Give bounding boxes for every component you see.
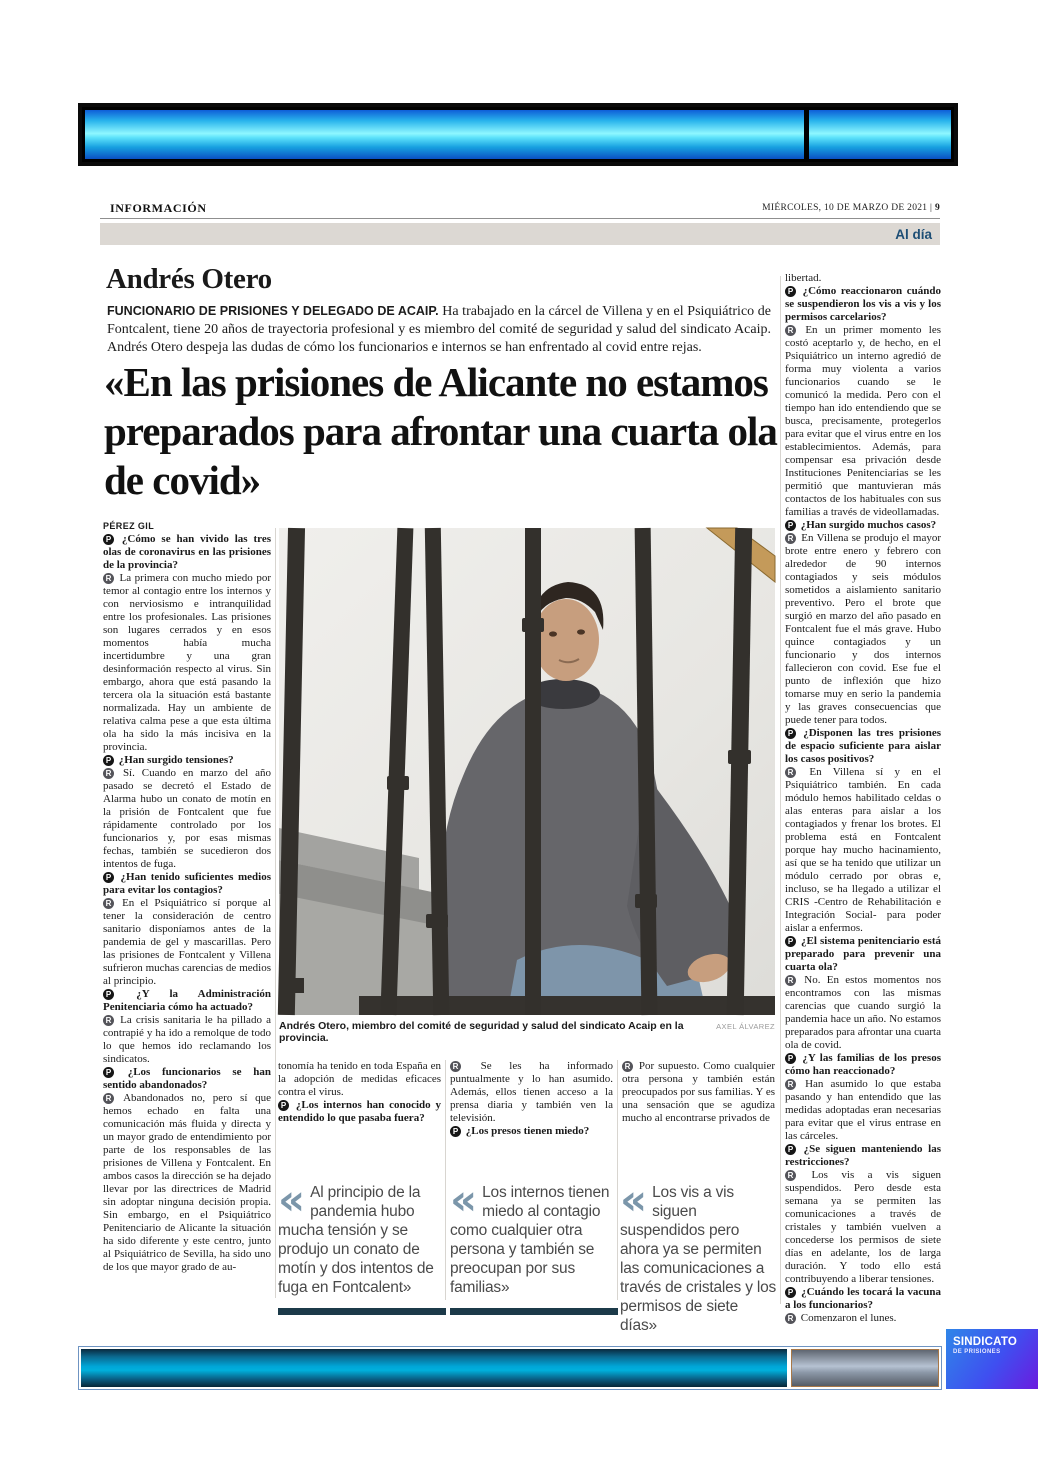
quote-marks-icon: «	[278, 1175, 306, 1224]
question-paragraph: P ¿Han tenido suficientes medios para evitar los contagios?	[103, 871, 271, 896]
article-lede	[107, 303, 771, 357]
answer-icon: R	[785, 767, 796, 778]
question-paragraph: P ¿Los funcionarios se han sentido abandonados?	[103, 1066, 271, 1091]
header-rule	[100, 218, 940, 219]
answer-icon: R	[622, 1061, 633, 1072]
question-paragraph: P ¿Se siguen manteniendo las restricciones?	[785, 1143, 941, 1168]
pull-quote-3	[620, 1175, 778, 1353]
question-paragraph: P ¿El sistema penitenciario está preparado para prevenir una cuarta ola?	[785, 935, 941, 973]
photo-caption: Andrés Otero, miembro del comité de seguridad y salud del sindicato Acaip en la provincia.	[279, 1020, 684, 1044]
pull-quote-rule	[278, 1308, 446, 1315]
question-icon: P	[785, 286, 796, 297]
answer-paragraph: R Abandonados no, pero sí que hemos echado en falta una comunicación más fluida y directa y un mayor grado de entendimiento por parte de los responsables de las prisiones de Villena y Fontcalent. En ambos casos la dirección se ha dejado llevar por las directrices de Madrid sin adoptar ninguna decisión propia. Sin embargo, en el Psiquiátrico Penitenciario de Alicante la situación ha sido diferente y este centro, junto al Psiquiátrico de Sevilla, ha sido uno de los que mayor grado de au-	[103, 1092, 271, 1273]
date-text: MIÉRCOLES, 10 DE MARZO DE 2021	[762, 203, 928, 213]
photo-illustration	[279, 528, 775, 1015]
newspaper-brand: INFORMACIÓN	[110, 201, 207, 215]
answer-icon: R	[450, 1061, 461, 1072]
text-column-3	[450, 1060, 613, 1180]
question-paragraph: P ¿Han surgido muchos casos?	[785, 519, 941, 532]
answer-icon: R	[785, 533, 796, 544]
text-column-2	[278, 1060, 441, 1180]
interviewee-name-title: Andrés Otero	[106, 263, 272, 295]
logo-line-1: SINDICATO	[953, 1336, 1017, 1348]
answer-paragraph: R No. En estos momentos nos encontramos con las mismas carencias que cuando surgió la pandemia hace un año. No estamos preparados para afrontar una cuarta ola de covid.	[785, 974, 941, 1051]
answer-paragraph: R Los vis a vis siguen suspendidos. Pero desde esta semana ya se permiten las comunicaciones a través de cristales y también vuelven a concederse los permisos de siete días en adelante, los de larga duración. Y todo ello está contribuyendo a liberar tensiones.	[785, 1169, 941, 1285]
question-paragraph: P ¿Los internos han conocido y entendido lo que pasaba fuera?	[278, 1099, 441, 1124]
question-icon: P	[103, 989, 114, 1000]
pull-quote-2	[450, 1175, 618, 1315]
question-paragraph: P ¿Los presos tienen miedo?	[450, 1125, 613, 1138]
top-ad-banner	[78, 103, 958, 166]
text-column-1	[103, 521, 271, 1301]
article-photo	[279, 528, 775, 1015]
question-icon: P	[103, 1067, 114, 1078]
article-headline: «En las prisiones de Alicante no estamos preparados para afrontar una cuarta ola de covid»	[104, 359, 777, 503]
top-ad-banner-main	[85, 110, 804, 159]
question-paragraph: P ¿Disponen las tres prisiones de espacio suficiente para aislar los casos positivos?	[785, 727, 941, 765]
answer-icon: R	[785, 325, 796, 336]
answer-icon: R	[785, 1313, 796, 1324]
body-paragraph: libertad.	[785, 272, 822, 284]
answer-paragraph: R La crisis sanitaria le ha pillado a contrapié y ha ido a remolque de todo lo que hemos ido reclamando los sindicatos.	[103, 1014, 271, 1065]
answer-icon: R	[785, 1079, 796, 1090]
pull-quote-text: Los internos tienen miedo al contagio como cualquier otra persona y también se preocupan por sus familias»	[450, 1184, 610, 1296]
answer-paragraph: R Comenzaron el lunes.	[785, 1312, 941, 1325]
logo-line-2: DE PRISIONES	[953, 1349, 1001, 1355]
question-icon: P	[278, 1100, 289, 1111]
answer-paragraph: R Por supuesto. Como cualquier otra persona y también están preocupados por sus familias. Y es una sensación que se agudiza mucho al encontrarse privados de	[622, 1060, 775, 1124]
answer-icon: R	[103, 1093, 114, 1104]
question-paragraph: P ¿Cómo reaccionaron cuándo se suspendieron los vis a vis y los permisos carcelarios?	[785, 285, 941, 323]
dateline	[762, 203, 940, 213]
answer-paragraph: R Se les ha informado puntualmente y lo han asumido. Además, ellos tienen acceso a la prensa diaria y también ven la televisión.	[450, 1060, 613, 1124]
bottom-ad-banner	[78, 1346, 942, 1390]
answer-paragraph: R En el Psiquiátrico sí porque al tener la consideración de centro sanitario disponíamos antes de la pandemia de gel y mascarillas. Pero las prisiones de Fontcalent y Villena sufrieron muchas carencias de medios al principio.	[103, 897, 271, 987]
question-icon: P	[450, 1126, 461, 1137]
answer-icon: R	[785, 1170, 796, 1181]
text-column-5	[785, 272, 941, 1324]
question-icon: P	[785, 1053, 796, 1064]
top-ad-banner-right	[809, 110, 951, 159]
question-icon: P	[103, 755, 114, 766]
answer-icon: R	[103, 1015, 114, 1026]
question-icon: P	[785, 520, 796, 531]
answer-paragraph: R La primera con mucho miedo por temor al contagio entre los internos y con nerviosismo e intranquilidad entre los profesionales. Las prisiones son lugares cerrados y en esos momentos había mucha incertidumbre y una gran desinformación respecto al virus. Sin embargo, ahora que está pasando la tercera ola la situación está bastante normalizada. Hay un ambiente de relativa calma pese a que esta última ola ha sido la más incisiva en la provincia.	[103, 572, 271, 753]
page-number: 9	[934, 203, 940, 213]
question-paragraph: P ¿Y la Administración Penitenciaria cómo ha actuado?	[103, 988, 271, 1013]
text-column-4	[622, 1060, 775, 1180]
answer-icon: R	[103, 898, 114, 909]
question-paragraph: P ¿Cuándo les tocará la vacuna a los funcionarios?	[785, 1286, 941, 1311]
quote-marks-icon: «	[450, 1175, 478, 1224]
section-label: Al día	[895, 226, 932, 242]
bottom-ad-banner-right	[791, 1349, 939, 1387]
question-paragraph: P ¿Han surgido tensiones?	[103, 754, 271, 767]
pull-quote-text: Al principio de la pandemia hubo mucha tensión y se produjo un conato de motín y dos intentos de fuga en Fontcalent»	[278, 1184, 434, 1296]
photo-credit: AXEL ÁLVAREZ	[716, 1022, 775, 1031]
pull-quote-1	[278, 1175, 446, 1315]
bottom-ad-banner-main	[81, 1349, 787, 1387]
answer-paragraph: R En Villena se produjo el mayor brote entre enero y febrero con alrededor de 90 internos contagiados y seis módulos sometidos a aislamiento sanitario preventivo. Pero el brote que surgió en marzo del año pasado en Fontcalent fue el más grave. Hubo quince contagiados y un funcionario y dos internos fallecieron con covid. Ese fue el punto de inflexión que hizo tomarse muy en serio la pandemia y las graves consecuencias que puede tener para todos.	[785, 532, 941, 726]
pull-quote-rule	[450, 1308, 618, 1315]
column-divider	[780, 276, 781, 1304]
question-icon: P	[785, 1287, 796, 1298]
question-paragraph: P ¿Cómo se han vivido las tres olas de coronavirus en las prisiones de la provincia?	[103, 533, 271, 571]
question-icon: P	[785, 1144, 796, 1155]
question-icon: P	[103, 534, 114, 545]
answer-icon: R	[785, 975, 796, 986]
column-divider	[275, 528, 276, 1298]
section-bar	[100, 223, 940, 245]
question-paragraph: P ¿Y las familias de los presos cómo han reaccionado?	[785, 1052, 941, 1077]
date-separator: |	[930, 203, 933, 213]
question-icon: P	[785, 936, 796, 947]
answer-paragraph: R En Villena sí y en el Psiquiátrico también. En cada módulo hemos habilitado celdas o alas enteras para aislar a los contagiados y frenar los brotes. El problema está en Fontcalent porque hay mucho hacinamiento, así que se ha tenido que utilizar un módulo cerrado por obras e, incluso, se ha llegado a utilizar el CRIS -Centro de Rehabilitación e Integración Social- para poder aislar a enfermos.	[785, 766, 941, 934]
answer-icon: R	[103, 768, 114, 779]
pull-quote-text: Los vis a vis siguen suspendidos pero ahora ya se permiten las comunicaciones a través de cristales y los permisos de siete días»	[620, 1184, 777, 1334]
question-icon: P	[785, 728, 796, 739]
quote-marks-icon: «	[620, 1175, 648, 1224]
photo-caption-row	[279, 1020, 775, 1044]
sindicato-de-prisiones-logo	[946, 1329, 1038, 1389]
question-icon: P	[103, 872, 114, 883]
lede-text: Ha trabajado en la cárcel de Villena y en el Psiquiátrico de Fontcalent, tiene 20 años de trayectoria profesional y es miembro del comité de seguridad y salud del sindicato Acaip. Andrés Otero despeja las dudas de cómo los funcionarios e internos se han enfrentado al covid entre rejas.	[107, 304, 772, 355]
answer-paragraph: R Han asumido lo que estaba pasando y han entendido que las medidas adoptadas eran necesarias para evitar que el virus entrase en las cárceles.	[785, 1078, 941, 1142]
answer-icon: R	[103, 573, 114, 584]
answer-paragraph: R En un primer momento les costó aceptarlo y, de hecho, en el Psiquiátrico un interno agredió de forma muy violenta a varios funcionarios cuando se le comunicó la medida. Pero con el tiempo han ido entendiendo que se busca, precisamente, protegerlos para evitar que el virus entre en los establecimientos. Además, para compensar esa privación desde Instituciones Penitenciarias se les permitió que mantuvieran más contactos de los habituales con sus familias a través de videollamadas.	[785, 324, 941, 518]
body-paragraph: tonomía ha tenido en toda España en la adopción de medidas eficaces contra el virus.	[278, 1060, 441, 1098]
answer-paragraph: R Sí. Cuando en marzo del año pasado se decretó el Estado de Alarma hubo un conato de motín en la prisión de Fontcalent que fue rápidamente controlado por los funcionarios y, por esas mismas fechas, también se sucedieron dos intentos de fuga.	[103, 767, 271, 870]
lede-lead-in: FUNCIONARIO DE PRISIONES Y DELEGADO DE ACAIP.	[107, 304, 439, 318]
author-byline: PÉREZ GIL	[103, 521, 155, 531]
